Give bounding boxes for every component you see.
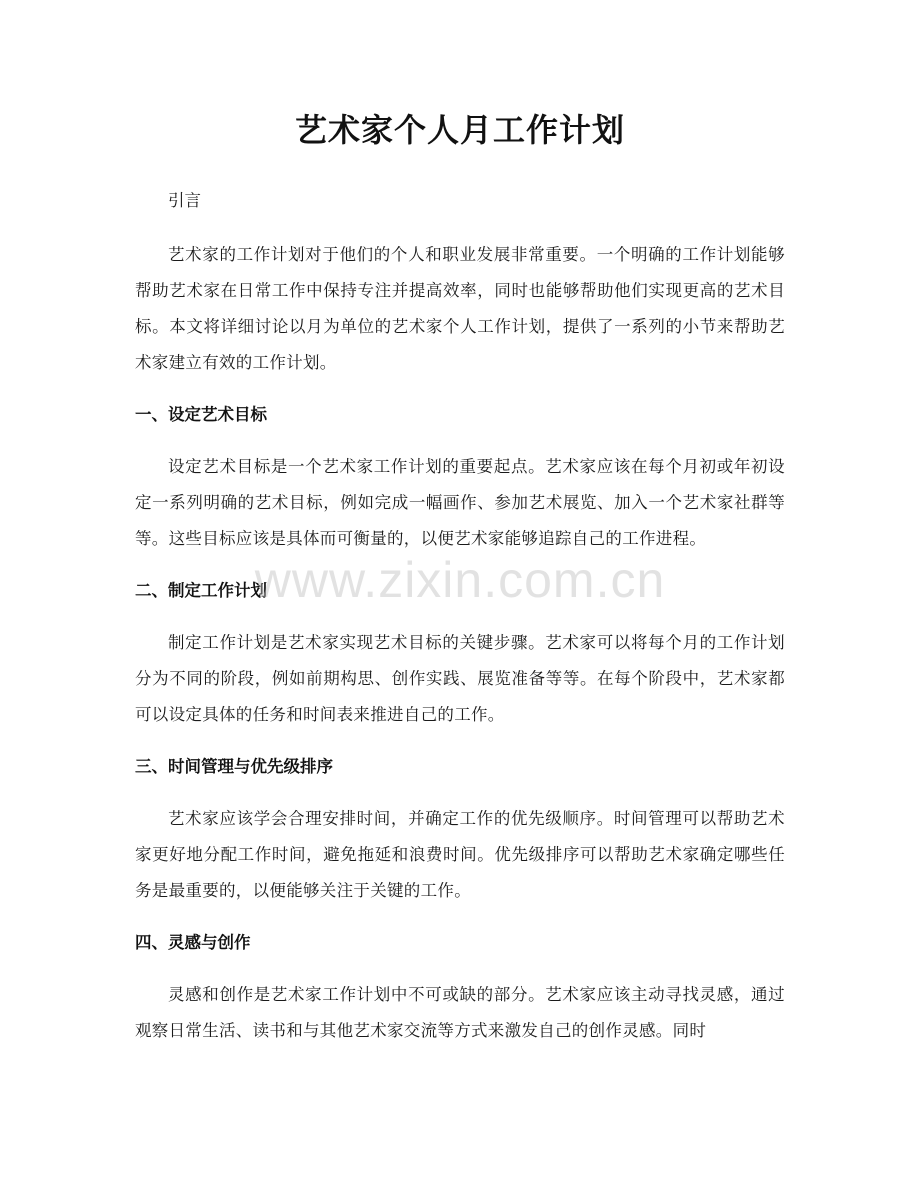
section-heading-3: 三、时间管理与优先级排序 (135, 757, 333, 776)
section-body-2: 制定工作计划是艺术家实现艺术目标的关键步骤。艺术家可以将每个月的工作计划分为不同的阶段，例如前期构思、创作实践、展览准备等等。在每个阶段中，艺术家都可以设定具体的任务和时间表来推进自己的工作。 (135, 633, 785, 724)
intro-paragraph: 艺术家的工作计划对于他们的个人和职业发展非常重要。一个明确的工作计划能够帮助艺术家在日常工作中保持专注并提高效率，同时也能够帮助他们实现更高的艺术目标。本文将详细讨论以月为单位的艺术家个人工作计划，提供了一系列的小节来帮助艺术家建立有效的工作计划。 (135, 245, 785, 372)
document-title: 艺术家个人月工作计划 (294, 111, 625, 149)
section-body-4: 灵感和创作是艺术家工作计划中不可或缺的部分。艺术家应该主动寻找灵感，通过观察日常生活、读书和与其他艺术家交流等方式来激发自己的创作灵感。同时 (135, 985, 785, 1040)
section-body-3: 艺术家应该学会合理安排时间，并确定工作的优先级顺序。时间管理可以帮助艺术家更好地分配工作时间，避免拖延和浪费时间。优先级排序可以帮助艺术家确定哪些任务是最重要的，以便能够关注于关键的工作。 (135, 809, 785, 900)
section-heading-4: 四、灵感与创作 (135, 933, 251, 952)
section-body-1: 设定艺术目标是一个艺术家工作计划的重要起点。艺术家应该在每个月初或年初设定一系列明确的艺术目标，例如完成一幅画作、参加艺术展览、加入一个艺术家社群等等。这些目标应该是具体而可衡量的，以便艺术家能够追踪自己的工作进程。 (135, 457, 785, 548)
section-heading-2: 二、制定工作计划 (135, 581, 267, 600)
document-body (135, 183, 785, 1065)
watermark: www.zixin.com.cn (254, 552, 666, 608)
intro-label: 引言 (168, 191, 201, 210)
section-heading-1: 一、设定艺术目标 (135, 405, 267, 424)
